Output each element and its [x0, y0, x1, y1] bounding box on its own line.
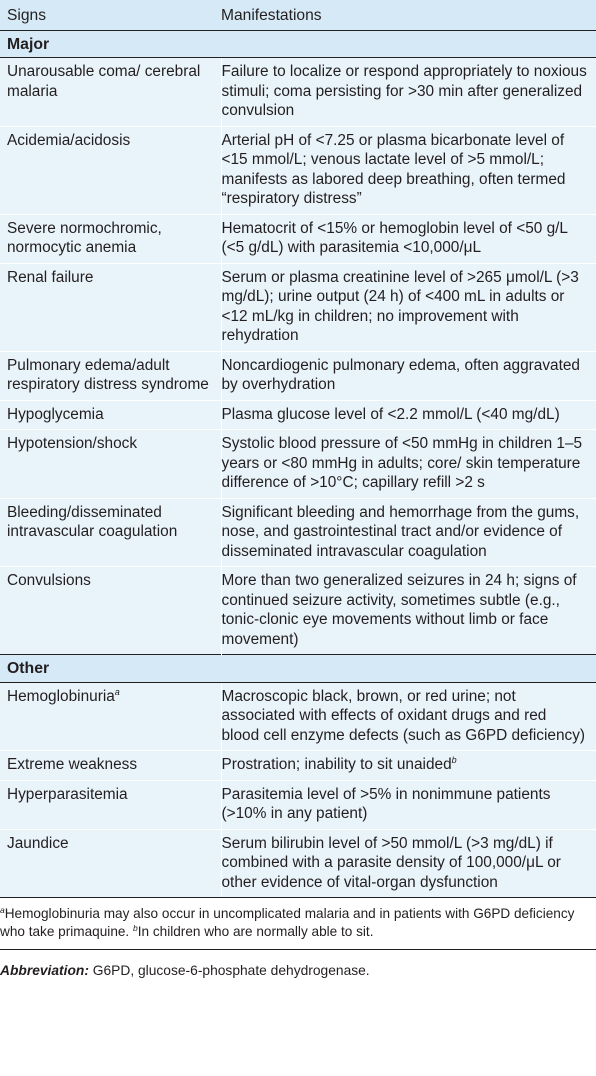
sign-cell: [0, 351, 221, 400]
manifestation-cell: [221, 829, 596, 897]
manifestation-text: Serum bilirubin level of >50 mmol/L (>3 mg/dL) if combined with a parasite density of 100,000/μL or other evidence of vital-organ dysfunction: [221, 834, 561, 891]
sign-cell: [0, 400, 221, 430]
sign-cell: [0, 682, 221, 751]
manifestation-text: Arterial pH of <7.25 or plasma bicarbonate level of <15 mmol/L; venous lactate level of >5 mmol/L; manifests as labored deep breathing, often termed “respiratory distress”: [221, 131, 566, 207]
sign-cell: [0, 780, 221, 829]
sign-cell: [0, 58, 221, 127]
footnotes: [0, 898, 596, 950]
footnote-a-mark: a: [0, 905, 5, 915]
abbreviation-note: [0, 950, 596, 980]
sign-cell: [0, 263, 221, 351]
manifestation-cell: [221, 682, 596, 751]
sign-text: Unarousable coma/ cerebral malaria: [7, 63, 201, 100]
sign-cell: [0, 214, 221, 263]
abbreviation-text: G6PD, glucose-6-phosphate dehydrogenase.: [88, 963, 370, 978]
table-row: [0, 430, 596, 499]
manifestation-cell: [221, 780, 596, 829]
table-row: [0, 829, 596, 897]
manifestation-cell: [221, 214, 596, 263]
sign-cell: [0, 430, 221, 499]
sign-cell: [0, 751, 221, 781]
table-row: [0, 567, 596, 655]
sign-text: Hemoglobinuria: [7, 687, 115, 705]
sign-text: Convulsions: [7, 572, 91, 589]
section-header-row: [0, 30, 596, 58]
header-manifestations: Manifestations: [221, 0, 596, 30]
manifestation-cell: [221, 126, 596, 214]
sign-text: Pulmonary edema/adult respiratory distress syndrome: [7, 356, 209, 393]
manifestation-text: Noncardiogenic pulmonary edema, often aggravated by overhydration: [221, 356, 580, 393]
table-row: [0, 351, 596, 400]
table-body: [0, 30, 596, 897]
footnote-a-text: Hemoglobinuria may also occur in uncomplicated malaria and in patients with G6PD deficiency who take primaquine.: [0, 906, 575, 939]
table-row: [0, 58, 596, 127]
table-row: [0, 263, 596, 351]
sign-text: Jaundice: [7, 834, 69, 852]
sign-cell: [0, 567, 221, 655]
table-row: [0, 214, 596, 263]
manifestation-text: Significant bleeding and hemorrhage from the gums, nose, and gastrointestinal tract and/or evidence of disseminated intravascular coagulation: [221, 503, 580, 560]
manifestation-text: More than two generalized seizures in 24 h; signs of continued seizure activity, sometimes subtle (e.g., tonic-clonic eye movements without limb or face movement): [221, 572, 577, 648]
sign-cell: [0, 498, 221, 567]
manifestation-cell: [221, 263, 596, 351]
table-row: [0, 400, 596, 430]
section-title: Other: [0, 655, 596, 683]
manifestation-cell: [221, 567, 596, 655]
table-header-row: [0, 0, 596, 30]
sign-text: Hypotension/shock: [7, 435, 138, 452]
manifestation-text: Systolic blood pressure of <50 mmHg in children 1–5 years or <80 mmHg in adults; core/ skin temperature difference of >10°C; capillary refill >2 s: [221, 435, 583, 491]
manifestation-text: Hematocrit of <15% or hemoglobin level of <50 g/L (<5 g/dL) with parasitemia <10,000/μL: [221, 219, 568, 256]
table-row: [0, 780, 596, 829]
footnote-superscript: b: [451, 755, 457, 765]
manifestation-cell: [221, 400, 596, 430]
section-title: Major: [0, 30, 596, 58]
table-row: [0, 751, 596, 781]
sign-text: Extreme weakness: [7, 756, 138, 773]
manifestation-cell: [221, 751, 596, 781]
manifestation-cell: [221, 430, 596, 499]
sign-text: Hypoglycemia: [7, 405, 104, 423]
manifestation-text: Serum or plasma creatinine level of >265 μmol/L (>3 mg/dL); urine output (24 h) of <400 mL in adults or <12 mL/kg in children; no improvement with rehydration: [221, 268, 579, 344]
sign-text: Bleeding/disseminated intravascular coagulation: [7, 503, 178, 540]
manifestation-cell: [221, 351, 596, 400]
manifestation-cell: [221, 58, 596, 127]
sign-cell: [0, 126, 221, 214]
table-row: [0, 682, 596, 751]
manifestation-text: Plasma glucose level of <2.2 mmol/L (<40 mg/dL): [221, 405, 560, 423]
table-row: [0, 126, 596, 214]
manifestation-text: Failure to localize or respond appropriately to noxious stimuli; coma persisting for >30 min after generalized convulsion: [221, 63, 587, 119]
sign-text: Acidemia/acidosis: [7, 131, 131, 149]
abbreviation-label: Abbreviation:: [0, 963, 89, 978]
manifestation-text: Macroscopic black, brown, or red urine; not associated with effects of oxidant drugs and red blood cell enzyme defects (such as G6PD deficiency): [221, 687, 586, 744]
section-header-row: [0, 655, 596, 683]
manifestation-text: Prostration; inability to sit unaided: [221, 756, 452, 773]
footnote-superscript: a: [114, 686, 120, 697]
sign-text: Severe normochromic, normocytic anemia: [7, 219, 162, 256]
footnote-b-mark: b: [133, 923, 138, 933]
table-row: [0, 498, 596, 567]
manifestation-cell: [221, 498, 596, 567]
sign-text: Hyperparasitemia: [7, 785, 128, 803]
sign-cell: [0, 829, 221, 897]
manifestation-text: Parasitemia level of >5% in nonimmune patients (>10% in any patient): [221, 785, 551, 822]
header-signs: Signs: [0, 0, 221, 30]
footnote-b-text: In children who are normally able to sit.: [137, 924, 374, 939]
sign-text: Renal failure: [7, 268, 94, 286]
